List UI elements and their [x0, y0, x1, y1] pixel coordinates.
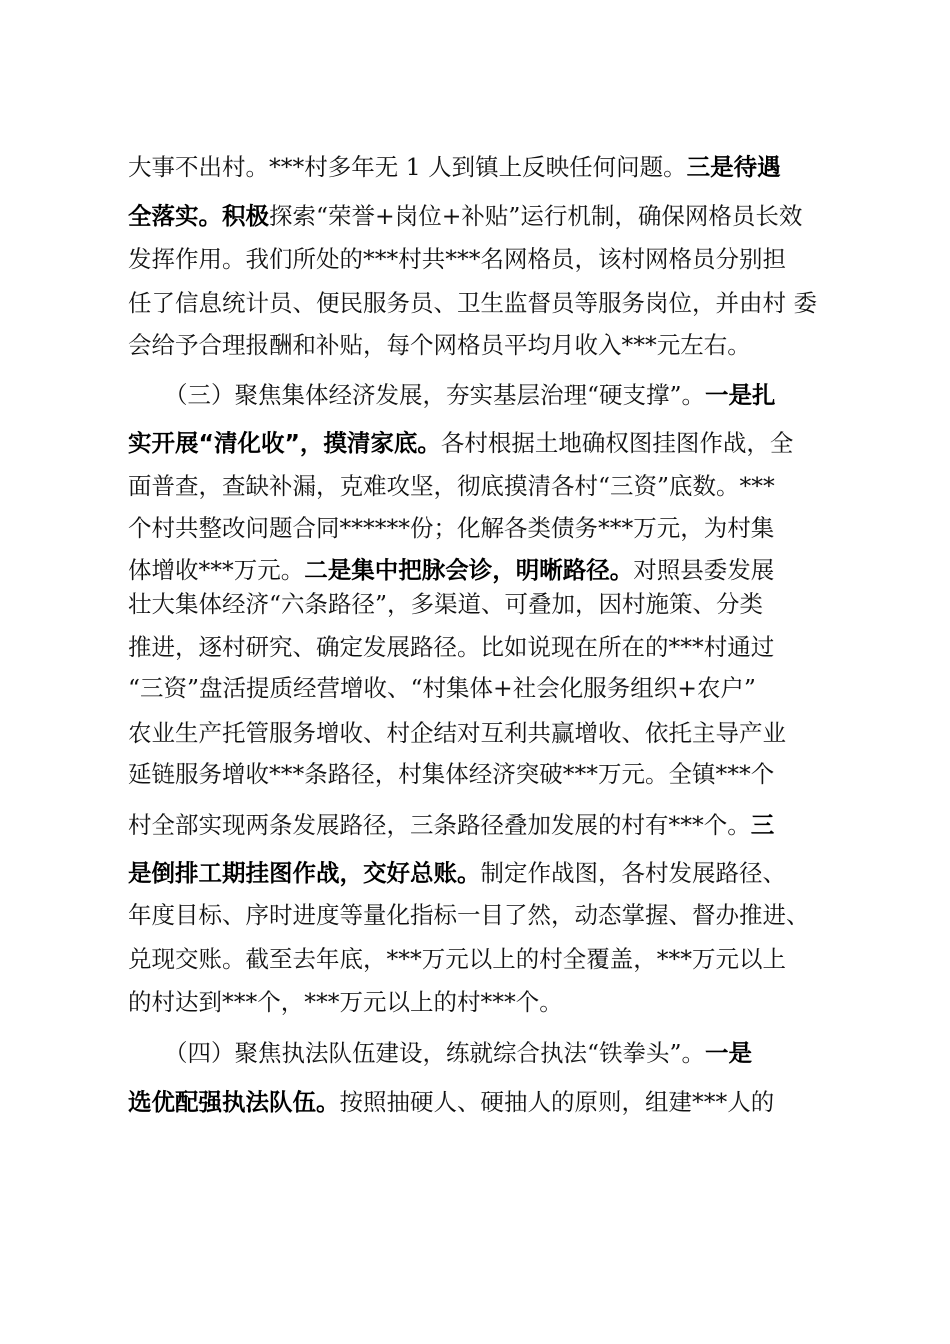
- text-run: 发挥作用。我们所处的***村共***名网格员，该村网格员分别担: [128, 245, 786, 273]
- text-run: 延链服务增收***条路径，村集体经济突破***万元。全镇***个: [128, 760, 775, 788]
- text-line: [128, 627, 774, 667]
- text-line: [128, 713, 786, 753]
- text-line: [128, 466, 775, 506]
- bold-heading-run: 二是集中把脉会诊，明晰路径。: [304, 556, 634, 584]
- bold-heading-run: 三是待遇: [686, 153, 781, 181]
- text-line: [128, 584, 763, 624]
- text-line: [128, 668, 756, 708]
- text-line: [128, 754, 774, 794]
- text-run: 的村达到***个，***万元以上的村***个。: [128, 988, 563, 1016]
- text-line: [128, 325, 751, 365]
- bold-heading-run: 三: [750, 811, 775, 839]
- section-heading-line: [164, 1033, 752, 1073]
- text-line: [128, 283, 817, 323]
- text-run: 会给予合理报酬和补贴，每个网格员平均月收入***元左右。: [128, 331, 751, 359]
- text-line: [128, 423, 793, 463]
- text-line: [128, 196, 802, 236]
- text-run: 各村根据土地确权图挂图作战，全: [440, 429, 794, 457]
- text-run: 体增收***万元。: [128, 556, 305, 584]
- text-run: 面普查，查缺补漏，克难攻坚，彻底摸清各村“三资”底数。***: [128, 472, 775, 500]
- text-run: 任了信息统计员、便民服务员、卫生监督员等服务岗位，并由村 委: [128, 289, 817, 317]
- text-run: 推进，逐村研究、确定发展路径。比如说现在所在的***村通过: [128, 633, 775, 661]
- text-run: 探索“荣誉+岗位+补贴”运行机制，确保网格员长效: [269, 202, 803, 230]
- text-run: “三资”盘活提质经营增收、“村集体+社会化服务组织+农户”: [128, 674, 756, 702]
- bold-heading-run: 全落实。积极: [128, 202, 269, 230]
- text-run: 个村共整改问题合同******份；化解各类债务***万元，为村集: [128, 514, 775, 542]
- bold-heading-run: 是倒排工期挂图作战，交好总账。: [128, 859, 481, 887]
- text-run: 大事不出村。***村多年无 1 人到镇上反映任何问题。: [128, 153, 687, 181]
- text-run: 兑现交账。截至去年底，***万元以上的村全覆盖，***万元以上: [128, 945, 786, 973]
- bold-heading-run: 一是扎: [705, 381, 776, 409]
- text-line: [128, 982, 563, 1022]
- text-run: 壮大集体经济“六条路径”，多渠道、可叠加，因村施策、分类: [128, 590, 764, 618]
- text-line: [128, 805, 774, 845]
- text-line: [128, 895, 810, 935]
- section-heading-line: [164, 375, 776, 415]
- text-line: [128, 853, 786, 893]
- bold-heading-run: 一是: [705, 1039, 753, 1067]
- section-heading: （四）聚焦执法队伍建设，练就综合执法“铁拳头”。: [164, 1039, 706, 1067]
- bold-heading-run: 选优配强执法队伍。: [128, 1088, 340, 1116]
- text-run: 制定作战图，各村发展路径、: [480, 859, 786, 887]
- text-run: 对照县委发展: [633, 556, 775, 584]
- text-run: 村全部实现两条发展路径，三条路径叠加发展的村有***个。: [128, 811, 751, 839]
- text-line: [128, 1082, 774, 1122]
- text-run: 按照抽硬人、硬抽人的原则，组建***人的: [339, 1088, 775, 1116]
- text-line: [128, 147, 781, 187]
- bold-heading-run: 实开展“清化收”，摸清家底。: [128, 429, 441, 457]
- text-line: [128, 239, 786, 279]
- text-line: [128, 939, 786, 979]
- text-run: 年度目标、序时进度等量化指标一目了然，动态掌握、督办推进、: [128, 901, 810, 929]
- section-heading: （三）聚焦集体经济发展，夯实基层治理“硬支撑”。: [164, 381, 706, 409]
- text-run: 农业生产托管服务增收、村企结对互利共赢增收、依托主导产业: [128, 719, 786, 747]
- text-line: [128, 508, 774, 548]
